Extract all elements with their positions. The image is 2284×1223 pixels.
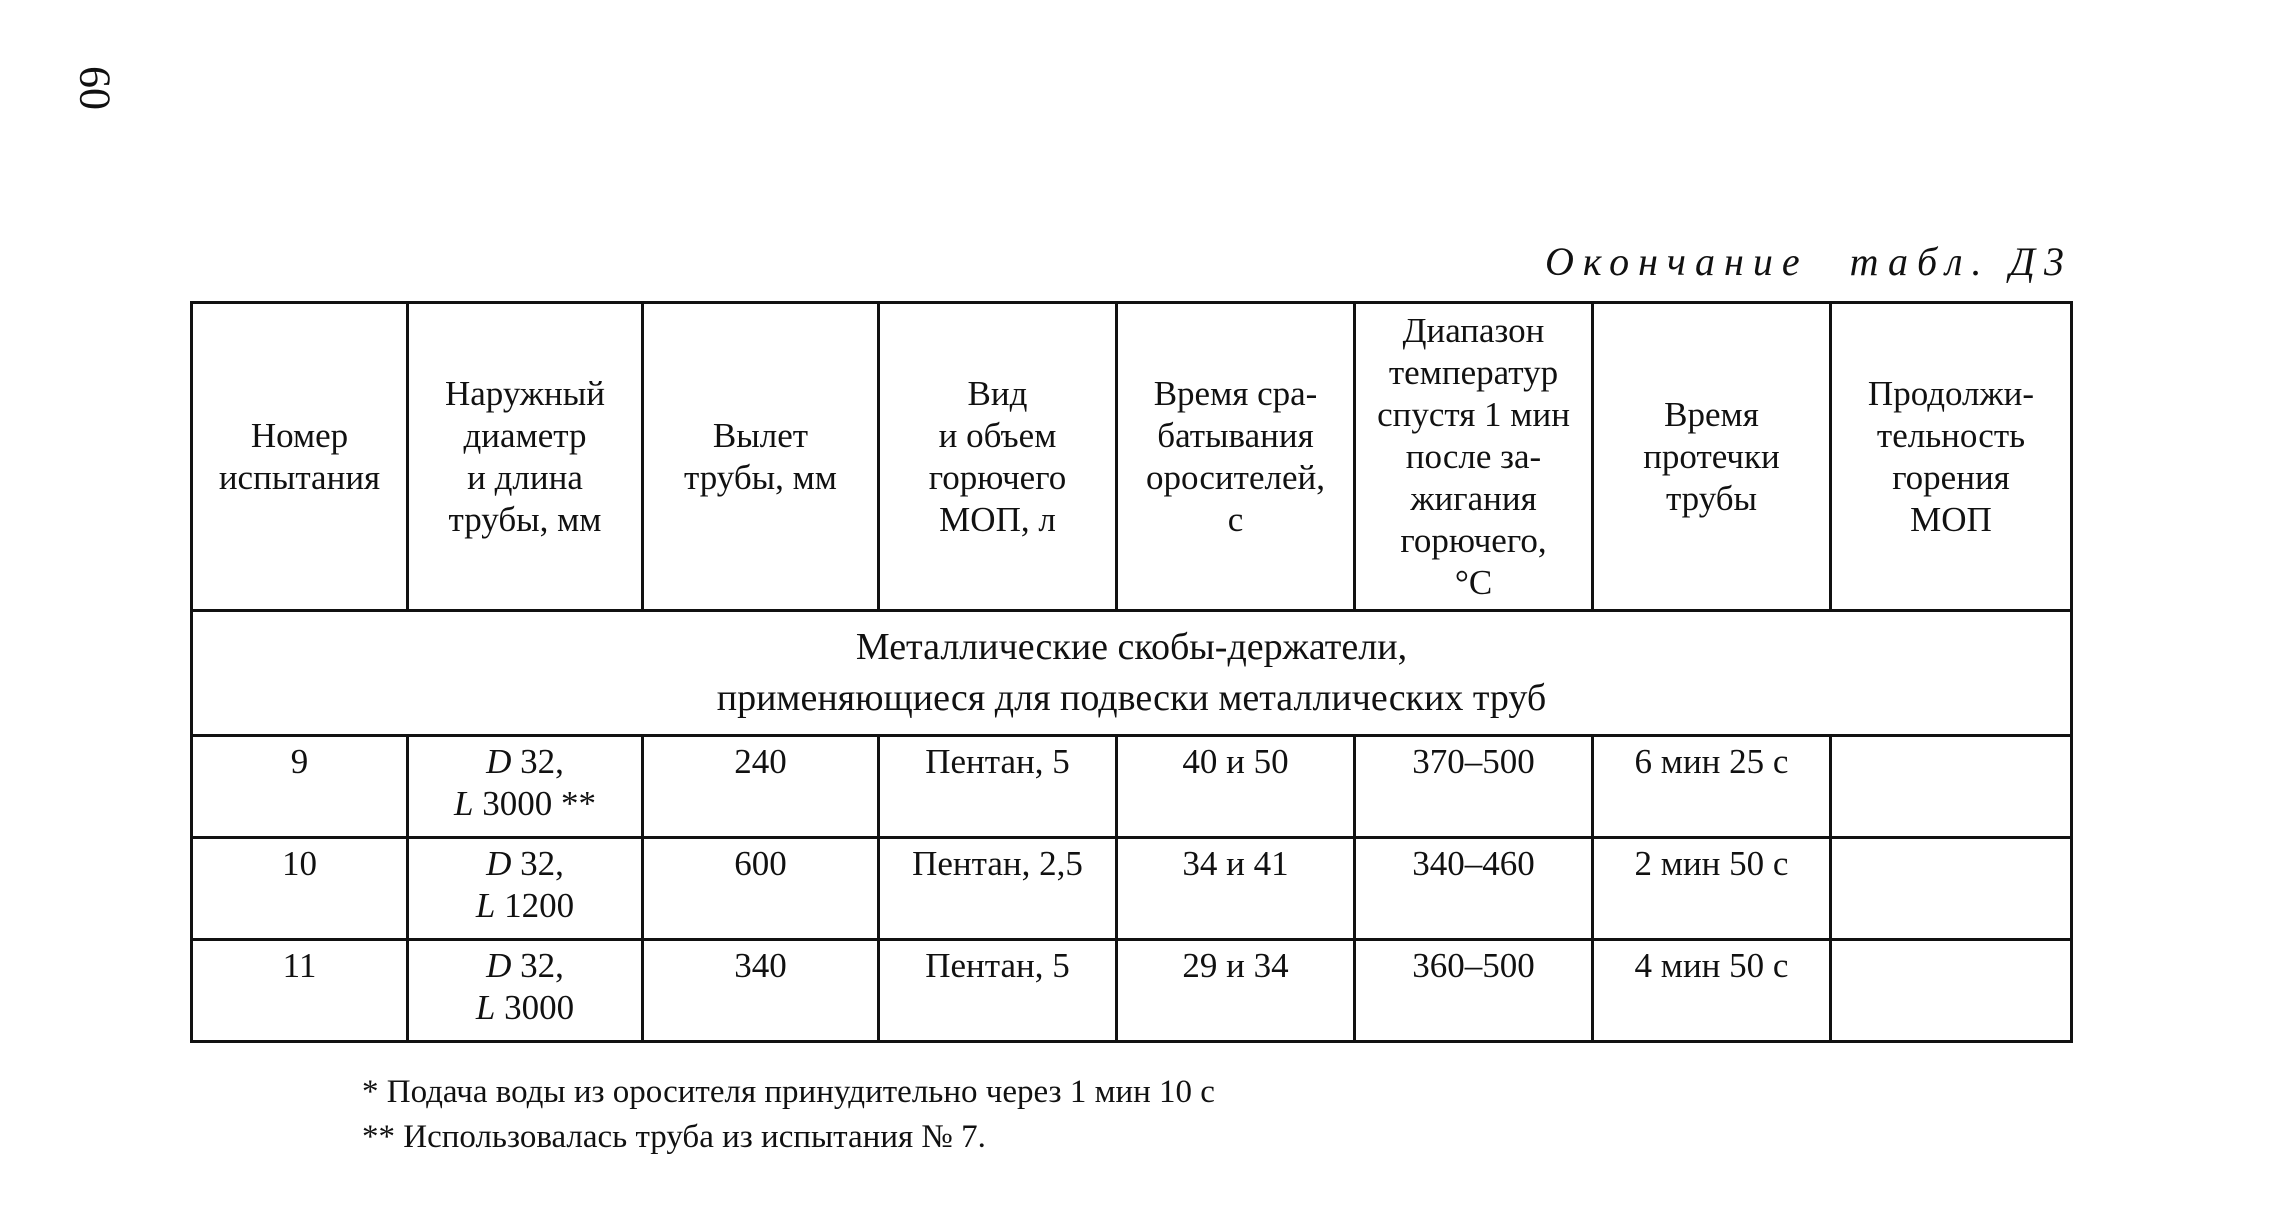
cell-temperature-range: 370–500 (1355, 736, 1593, 838)
header-pipe-diameter-length: Наружный диаметр и длина трубы, мм (408, 303, 643, 611)
caption-lead: Окончание (1545, 239, 1809, 284)
header-row (192, 303, 2072, 611)
header-test-number: Номер испытания (192, 303, 408, 611)
table-row (192, 736, 2072, 838)
table-caption (1545, 238, 2073, 285)
diameter-prefix: D (486, 844, 512, 883)
cell-leak-time: 6 мин 25 с (1593, 736, 1831, 838)
caption-table-ref: табл. Д3 (1849, 239, 2073, 284)
cell-leak-time: 2 мин 50 с (1593, 838, 1831, 940)
footnotes (362, 1070, 1215, 1160)
cell-temperature-range: 340–460 (1355, 838, 1593, 940)
diameter-value: 32, (520, 742, 564, 781)
length-prefix: L (475, 886, 496, 925)
cell-temperature-range: 360–500 (1355, 940, 1593, 1042)
header-burn-duration: Продолжи- тельность горения МОП (1831, 303, 2072, 611)
cell-overhang: 340 (643, 940, 879, 1042)
length-value: 3000 (504, 988, 575, 1027)
section-title: Металлические скобы-держатели, применяющиеся для подвески металлических труб (192, 611, 2072, 736)
cell-pipe-size (408, 736, 643, 838)
cell-overhang: 600 (643, 838, 879, 940)
header-sprinkler-response-time: Время сра- батывания оросителей, с (1117, 303, 1355, 611)
cell-pipe-size (408, 838, 643, 940)
header-pipe-leak-time: Время протечки трубы (1593, 303, 1831, 611)
cell-test-number: 10 (192, 838, 408, 940)
cell-test-number: 9 (192, 736, 408, 838)
diameter-prefix: D (486, 946, 512, 985)
header-pipe-overhang: Вылет трубы, мм (643, 303, 879, 611)
length-prefix: L (454, 784, 474, 823)
cell-fuel: Пентан, 5 (879, 940, 1117, 1042)
length-prefix: L (475, 988, 496, 1027)
length-value: 1200 (504, 886, 575, 925)
table-row (192, 940, 2072, 1042)
table-row (192, 838, 2072, 940)
header-temperature-range: Диапазон температур спустя 1 мин после за- жигания горючего, °С (1355, 303, 1593, 611)
page-number: 60 (70, 66, 120, 110)
cell-test-number: 11 (192, 940, 408, 1042)
cell-response-time: 29 и 34 (1117, 940, 1355, 1042)
cell-response-time: 40 и 50 (1117, 736, 1355, 838)
footnote-pipe-reuse: ** Использовалась труба из испытания № 7. (362, 1119, 986, 1155)
cell-burn-duration (1831, 940, 2072, 1042)
cell-fuel: Пентан, 2,5 (879, 838, 1117, 940)
header-fuel-type-volume: Вид и объем горючего МОП, л (879, 303, 1117, 611)
cell-fuel: Пентан, 5 (879, 736, 1117, 838)
length-value: 3000 ** (482, 784, 596, 823)
cell-pipe-size (408, 940, 643, 1042)
data-table (190, 301, 2073, 1043)
cell-burn-duration (1831, 736, 2072, 838)
section-row (192, 611, 2072, 736)
cell-overhang: 240 (643, 736, 879, 838)
diameter-value: 32, (520, 844, 564, 883)
cell-burn-duration (1831, 838, 2072, 940)
diameter-value: 32, (520, 946, 564, 985)
cell-response-time: 34 и 41 (1117, 838, 1355, 940)
diameter-prefix: D (486, 742, 512, 781)
footnote-forced-water: * Подача воды из оросителя принудительно через 1 мин 10 с (362, 1074, 1215, 1110)
cell-leak-time: 4 мин 50 с (1593, 940, 1831, 1042)
